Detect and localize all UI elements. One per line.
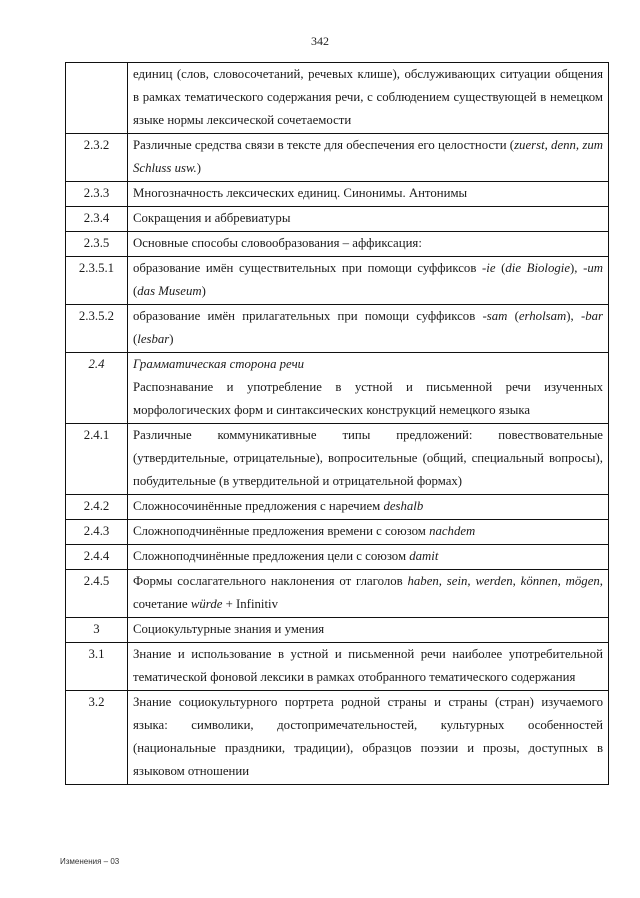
table-body xyxy=(66,63,609,785)
section-number: 2.4.5 xyxy=(66,570,128,618)
section-body xyxy=(133,134,603,180)
table-row xyxy=(66,424,609,495)
section-body xyxy=(133,643,603,689)
italic-term: haben, sein, werden, können, mögen xyxy=(407,574,600,588)
section-text xyxy=(128,305,609,353)
section-text xyxy=(128,495,609,520)
table-row xyxy=(66,63,609,134)
section-number: 2.4.2 xyxy=(66,495,128,520)
text-run: ), xyxy=(570,261,584,275)
section-text xyxy=(128,232,609,257)
section-body xyxy=(133,305,603,351)
text-run: Многозначность лексических единиц. Синонимы. Антонимы xyxy=(133,186,468,200)
text-run: Различные средства связи в тексте для обеспечения его целостности ( xyxy=(133,138,515,152)
section-text xyxy=(128,520,609,545)
table-row xyxy=(66,207,609,232)
section-text xyxy=(128,618,609,643)
section-number: 2.3.5 xyxy=(66,232,128,257)
text-run: Основные способы словообразования – аффиксация: xyxy=(133,236,422,250)
section-body xyxy=(133,257,603,303)
table-row xyxy=(66,618,609,643)
section-number: 2.3.5.1 xyxy=(66,257,128,305)
text-run: Распознавание и употребление в устной и письменной речи изученных морфологических форм и синтаксических конструкций немецкого языка xyxy=(133,380,603,417)
section-body xyxy=(133,376,603,422)
table-row xyxy=(66,182,609,207)
section-heading: Грамматическая сторона речи xyxy=(133,357,305,371)
section-number: 2.3.2 xyxy=(66,134,128,182)
table-row xyxy=(66,691,609,785)
text-run: Сложносочинённые предложения с наречием xyxy=(133,499,384,513)
text-run: ) xyxy=(196,161,202,175)
table-row xyxy=(66,134,609,182)
section-text xyxy=(128,353,609,424)
italic-term: zuerst, denn, zum Schluss usw. xyxy=(133,138,603,175)
text-run: образование имён существительных при помощи суффиксов xyxy=(133,261,482,275)
text-run: ( xyxy=(507,309,519,323)
section-text xyxy=(128,207,609,232)
page-number: 342 xyxy=(311,34,329,48)
curriculum-table xyxy=(65,62,609,785)
italic-term: lesbar xyxy=(137,332,170,346)
italic-term: -um xyxy=(583,261,603,275)
section-body xyxy=(133,207,603,230)
italic-term: die Biologie xyxy=(505,261,570,275)
italic-term: würde xyxy=(190,597,223,611)
section-body xyxy=(133,424,603,493)
text-run: ( xyxy=(133,332,138,346)
section-body xyxy=(133,232,603,255)
section-number: 3 xyxy=(66,618,128,643)
section-body xyxy=(133,691,603,783)
table-row xyxy=(66,643,609,691)
italic-term: damit xyxy=(409,549,439,563)
text-run: Сложноподчинённые предложения времени с союзом xyxy=(133,524,430,538)
table-row xyxy=(66,570,609,618)
section-body xyxy=(133,63,603,132)
section-text xyxy=(128,134,609,182)
footer-revision-note: Изменения – 03 xyxy=(60,857,120,866)
section-number: 3.2 xyxy=(66,691,128,785)
section-text xyxy=(128,643,609,691)
italic-term: erholsam xyxy=(518,309,567,323)
section-number: 2.4.4 xyxy=(66,545,128,570)
text-run: Различные коммуникативные типы предложений: повествовательные (утвердительные, отрицательные), вопросительные (общий, специальный вопросы), побудительные (в утвердительной и отрицательной формах) xyxy=(133,428,603,488)
section-number: 3.1 xyxy=(66,643,128,691)
italic-term: -ie xyxy=(482,261,496,275)
text-run: Сложноподчинённые предложения цели с союзом xyxy=(133,549,410,563)
section-body xyxy=(133,182,603,205)
italic-term: -bar xyxy=(580,309,603,323)
text-run: , сочетание xyxy=(133,574,603,611)
section-text xyxy=(128,63,609,134)
section-text xyxy=(128,691,609,785)
italic-term: deshalb xyxy=(383,499,424,513)
table-row xyxy=(66,353,609,424)
section-text xyxy=(128,424,609,495)
table-row xyxy=(66,232,609,257)
text-run: + Infinitiv xyxy=(222,597,278,611)
section-number: 2.4.3 xyxy=(66,520,128,545)
section-text xyxy=(128,182,609,207)
text-run: Знание и использование в устной и письменной речи наиболее употребительной тематической фоновой лексики в рамках отобранного тематического содержания xyxy=(133,647,603,684)
section-number: 2.3.4 xyxy=(66,207,128,232)
section-number: 2.3.5.2 xyxy=(66,305,128,353)
text-run: ) xyxy=(201,284,206,298)
section-body xyxy=(133,618,603,641)
text-run: ), xyxy=(566,309,581,323)
section-text xyxy=(128,545,609,570)
text-run: Формы сослагательного наклонения от глаголов xyxy=(133,574,408,588)
section-body xyxy=(133,520,603,543)
table-row xyxy=(66,520,609,545)
text-run: образование имён прилагательных при помощи суффиксов xyxy=(133,309,483,323)
text-run: единиц (слов, словосочетаний, речевых клише), обслуживающих ситуации общения в рамках тематического содержания речи, с соблюдением существующей в немецком языке нормы лексической сочетаемости xyxy=(133,67,603,127)
section-number: 2.3.3 xyxy=(66,182,128,207)
table-row xyxy=(66,305,609,353)
italic-term: das Museum xyxy=(137,284,202,298)
text-run: ( xyxy=(495,261,506,275)
table-row xyxy=(66,495,609,520)
text-run: Знание социокультурного портрета родной страны и страны (стран) изучаемого языка: символики, достопримечательностей, культурных особенностей (национальные праздники, традиции), образцов поэзии и прозы, доступных в языковом отношении xyxy=(133,695,603,778)
section-number: 2.4.1 xyxy=(66,424,128,495)
section-number xyxy=(66,63,128,134)
italic-term: -sam xyxy=(482,309,508,323)
text-run: Социокультурные знания и умения xyxy=(133,622,325,636)
section-text xyxy=(128,570,609,618)
text-run: Сокращения и аббревиатуры xyxy=(133,211,291,225)
text-run: ( xyxy=(133,284,138,298)
section-number: 2.4 xyxy=(66,353,128,424)
section-text xyxy=(128,257,609,305)
italic-term: nachdem xyxy=(429,524,476,538)
table-row xyxy=(66,545,609,570)
section-body xyxy=(133,570,603,616)
table-row xyxy=(66,257,609,305)
section-body xyxy=(133,495,603,518)
text-run: ) xyxy=(169,332,174,346)
section-body xyxy=(133,545,603,568)
